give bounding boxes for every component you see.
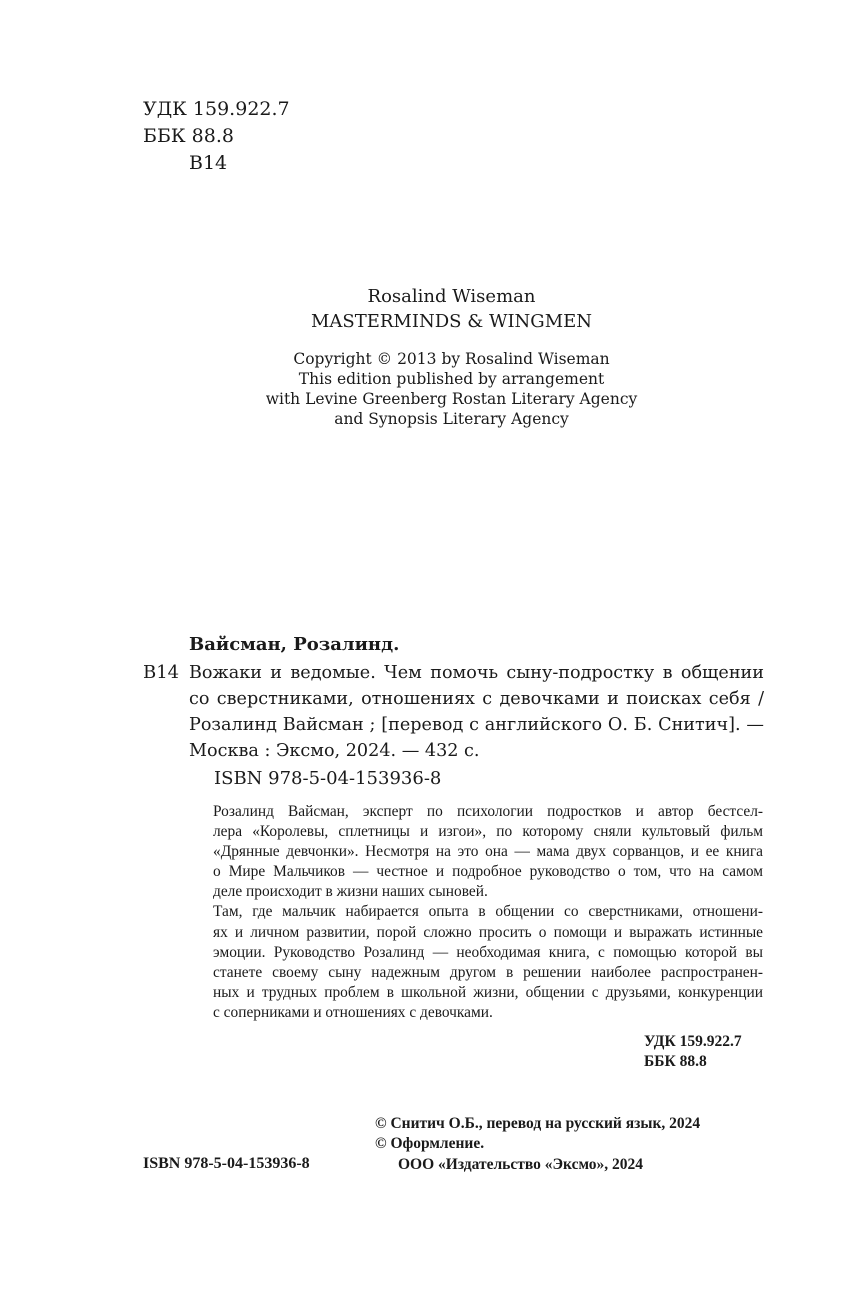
copyright-line: and Synopsis Literary Agency (334, 410, 569, 428)
annotation-line: о Мире Мальчиков — честное и подробное руководство о том, что на самом (213, 863, 763, 881)
catalog-line: Вожаки и ведомые. Чем помочь сыну-подростку в общении (189, 663, 764, 683)
footer-copyrights (375, 1114, 700, 1175)
catalog-line: Розалинд Вайсман ; [перевод с английского О. Б. Снитич]. — (189, 715, 764, 735)
original-author: Rosalind Wiseman (367, 286, 536, 307)
bbk-code: ББК 88.8 (143, 125, 234, 147)
header-classification-codes (143, 96, 290, 177)
catalog-isbn: ISBN 978-5-04-153936-8 (214, 768, 442, 789)
annotation (189, 802, 763, 1023)
copyright-translation: © Снитич О.Б., перевод на русский язык, 2024 (375, 1115, 701, 1132)
annotation-paragraph (189, 902, 763, 1023)
copyright-line: Copyright © 2013 by Rosalind Wiseman (293, 350, 610, 368)
annotation-line: ях и личном развитии, порой сложно просить о помощи и выражать истинные (213, 923, 763, 941)
copyright-line: with Levine Greenberg Rostan Literary Agency (265, 390, 638, 408)
annotation-line: с соперниками и отношениях с девочками. (213, 1003, 493, 1021)
annotation-line: эмоции. Руководство Розалинд — необходимая книга, с помощью которой вы (213, 943, 763, 961)
udk-code: УДК 159.922.7 (644, 1033, 742, 1050)
catalog-author-heading: Вайсман, Розалинд. (189, 634, 400, 655)
catalog-line: Москва : Эксмо, 2024. — 432 с. (189, 741, 480, 761)
udk-code: УДК 159.922.7 (143, 98, 290, 120)
footer-classification-codes (644, 1032, 742, 1071)
catalog-author-sign: В14 (143, 662, 180, 683)
annotation-line: Розалинд Вайсман, эксперт по психологии подростков и автор бестсел- (213, 803, 763, 820)
copyright-line: This edition published by arrangement (298, 370, 605, 388)
catalog-line: со сверстниками, отношениях с девочками и поисках себя / (189, 689, 764, 709)
bbk-code: ББК 88.8 (644, 1052, 707, 1070)
annotation-line: ных и трудных проблем в школьной жизни, общении с друзьями, конкуренции (213, 983, 763, 1001)
annotation-line: «Дрянные девчонки». Несмотря на это она — мама двух сорванцов, и ее книга (213, 843, 763, 861)
original-title: MASTERMINDS & WINGMEN (310, 311, 593, 332)
annotation-line: станете своему сыну надежным другом в решении наиболее распространен- (213, 963, 763, 981)
copyright-notice (0, 349, 845, 429)
annotation-line: лера «Королевы, сплетницы и изгои», по которому сняли культовый фильм (213, 823, 763, 841)
original-title-block (0, 284, 845, 334)
publisher-copyright: ООО «Издательство «Эксмо», 2024 (398, 1155, 644, 1173)
annotation-paragraph (189, 802, 763, 902)
catalog-description (189, 660, 764, 764)
footer-isbn: ISBN 978-5-04-153936-8 (143, 1155, 310, 1172)
annotation-line: Там, где мальчик набирается опыта в общении со сверстниками, отношени- (213, 903, 763, 921)
annotation-line: деле происходит в жизни наших сыновей. (213, 883, 488, 901)
copyright-design: © Оформление. (375, 1135, 485, 1153)
author-sign: В14 (189, 152, 228, 174)
